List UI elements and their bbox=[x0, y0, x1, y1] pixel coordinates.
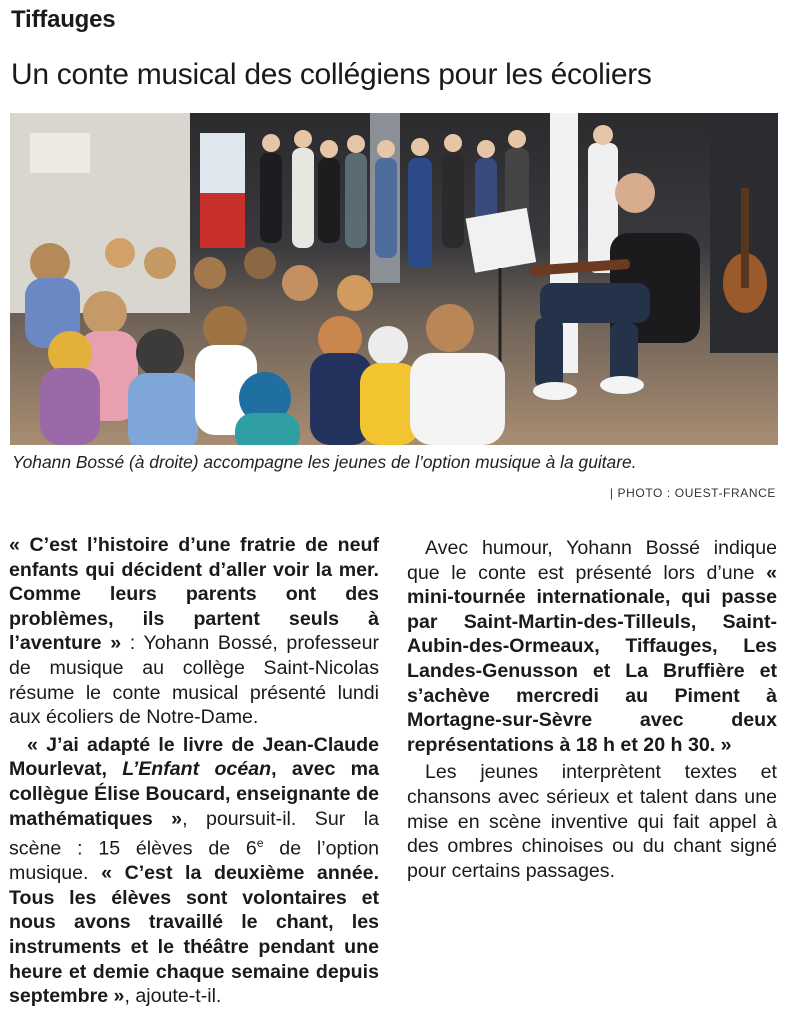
quote-intro: « C’est l’histoire d’une fratrie de neuf enfants qui décident d’aller voir la mer. Comme leurs parents ont des problèmes, ils partent seuls à l’aventure » bbox=[9, 534, 379, 655]
quote-adaptation-a: « J’ai adapté le livre de Jean-Claude Mourlevat, bbox=[9, 733, 379, 781]
article-headline: Un conte musical des collégiens pour les écoliers bbox=[11, 58, 652, 91]
paragraph-2-text: , poursuit-il. Sur la scène : 15 élèves de 6 bbox=[9, 807, 379, 860]
superscript-e: e bbox=[256, 836, 264, 851]
article-photo bbox=[10, 113, 778, 445]
paragraph-1 bbox=[9, 533, 379, 730]
photo-children-concert-illustration bbox=[10, 113, 778, 445]
article-column-left bbox=[9, 533, 379, 1009]
paragraph-1-text: : Yohann Bossé, professeur de musique au collège Saint-Nicolas résume le conte musical présenté lundi aux écoliers de Notre-Dame. bbox=[9, 632, 380, 729]
paragraph-2-text-b: de l’option musique. bbox=[9, 837, 379, 885]
article-kicker: Tiffauges bbox=[11, 6, 116, 33]
photo-caption: Yohann Bossé (à droite) accompagne les jeunes de l’option musique à la guitare. bbox=[12, 452, 637, 472]
quote-adaptation-b: , avec ma collègue Élise Boucard, enseignante de mathématiques » bbox=[9, 758, 379, 830]
quote-second-year: « C’est la deuxième année. Tous les élèves sont volontaires et nous avons travaillé le chant, les instruments et le théâtre pendant une heure et demie chaque semaine depuis septembre » bbox=[9, 862, 380, 1008]
paragraph-4: Les jeunes interprètent textes et chansons avec sérieux et talent dans une mise en scène inventive qui fait appel à des ombres chinoises ou du chant signé pour certains passages. bbox=[407, 761, 777, 882]
article-column-right bbox=[407, 533, 777, 883]
paragraph-3 bbox=[407, 536, 777, 757]
paragraph-3-text: Avec humour, Yohann Bossé indique que le conte est présenté lors d’une bbox=[407, 537, 777, 584]
photo-credit: | PHOTO : OUEST-FRANCE bbox=[609, 486, 776, 500]
quote-tour: « mini-tournée internationale, qui passe par Saint-Martin-des-Tilleuls, Saint-Aubin-des-Ormeaux, Tiffauges, Les Landes-Genusson et La Bruffière et s’achève mercredi au Piment à Mortagne-sur-Sèvre avec deux représentations à 18 h et 20 h 30. » bbox=[407, 561, 777, 756]
paragraph-2-end: , ajoute-t-il. bbox=[124, 985, 222, 1008]
book-title: L’Enfant océan bbox=[122, 758, 272, 781]
paragraph-2 bbox=[9, 733, 379, 1009]
